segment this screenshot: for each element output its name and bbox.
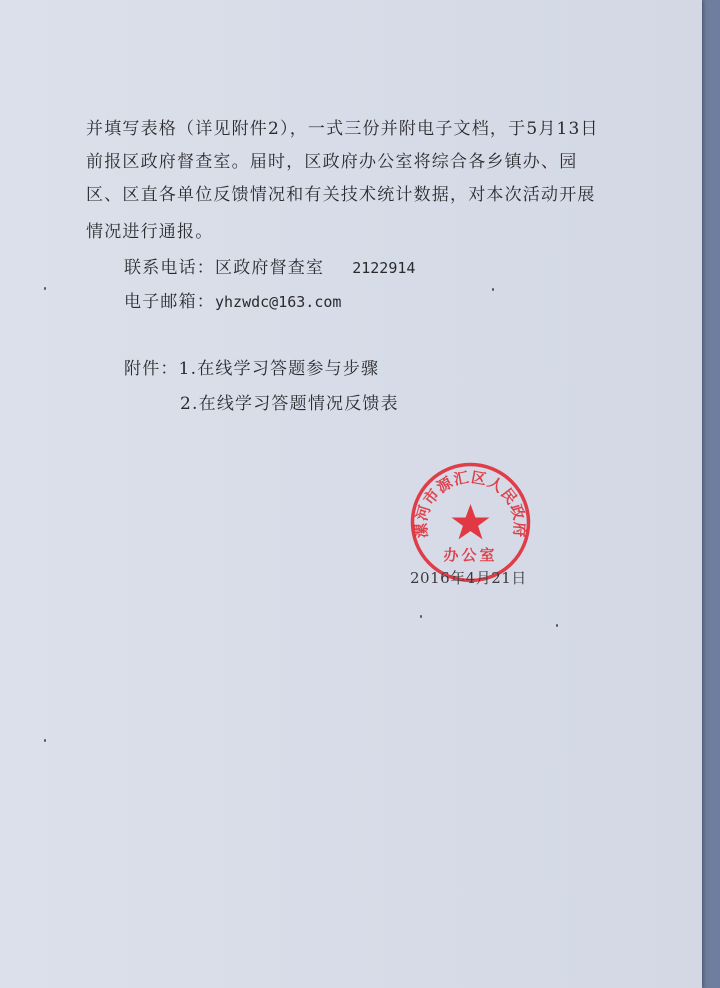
scan-speck (556, 624, 558, 627)
signature-date: 2016年4月21日 (410, 569, 527, 587)
email-label: 电子邮箱： (124, 292, 215, 312)
scan-speck (420, 615, 422, 618)
body-line-2: 前报区政府督查室。届时，区政府办公室将综合各乡镇办、园 (86, 152, 578, 172)
scan-speck (44, 739, 46, 742)
body-line-3: 区、区直各单位反馈情况和有关技术统计数据，对本次活动开展 (86, 185, 596, 205)
email-line (124, 294, 341, 311)
attachments-label: 附件： (124, 359, 179, 379)
email-value: yhzwdc@163.com (215, 293, 342, 311)
contact-org: 区政府督查室 (215, 258, 325, 278)
scan-speck (492, 288, 494, 291)
seal-inner-text: 办公室 (443, 546, 498, 564)
attachment-2: 2.在线学习答题情况反馈表 (180, 394, 399, 414)
scan-speck (44, 287, 46, 290)
body-line-4: 情况进行通报。 (86, 222, 214, 242)
seal-outer-text: 漯河市源汇区人民政府 (412, 468, 529, 539)
star-icon (452, 504, 490, 539)
contact-line (124, 260, 415, 277)
attachment-1: 1.在线学习答题参与步骤 (178, 359, 380, 379)
attachment-line-1 (124, 361, 379, 378)
body-line-1: 并填写表格（详见附件2），一式三份并附电子文档，于5月13日 (86, 119, 599, 139)
contact-number: 2122914 (352, 259, 416, 277)
contact-label: 联系电话： (124, 258, 215, 278)
